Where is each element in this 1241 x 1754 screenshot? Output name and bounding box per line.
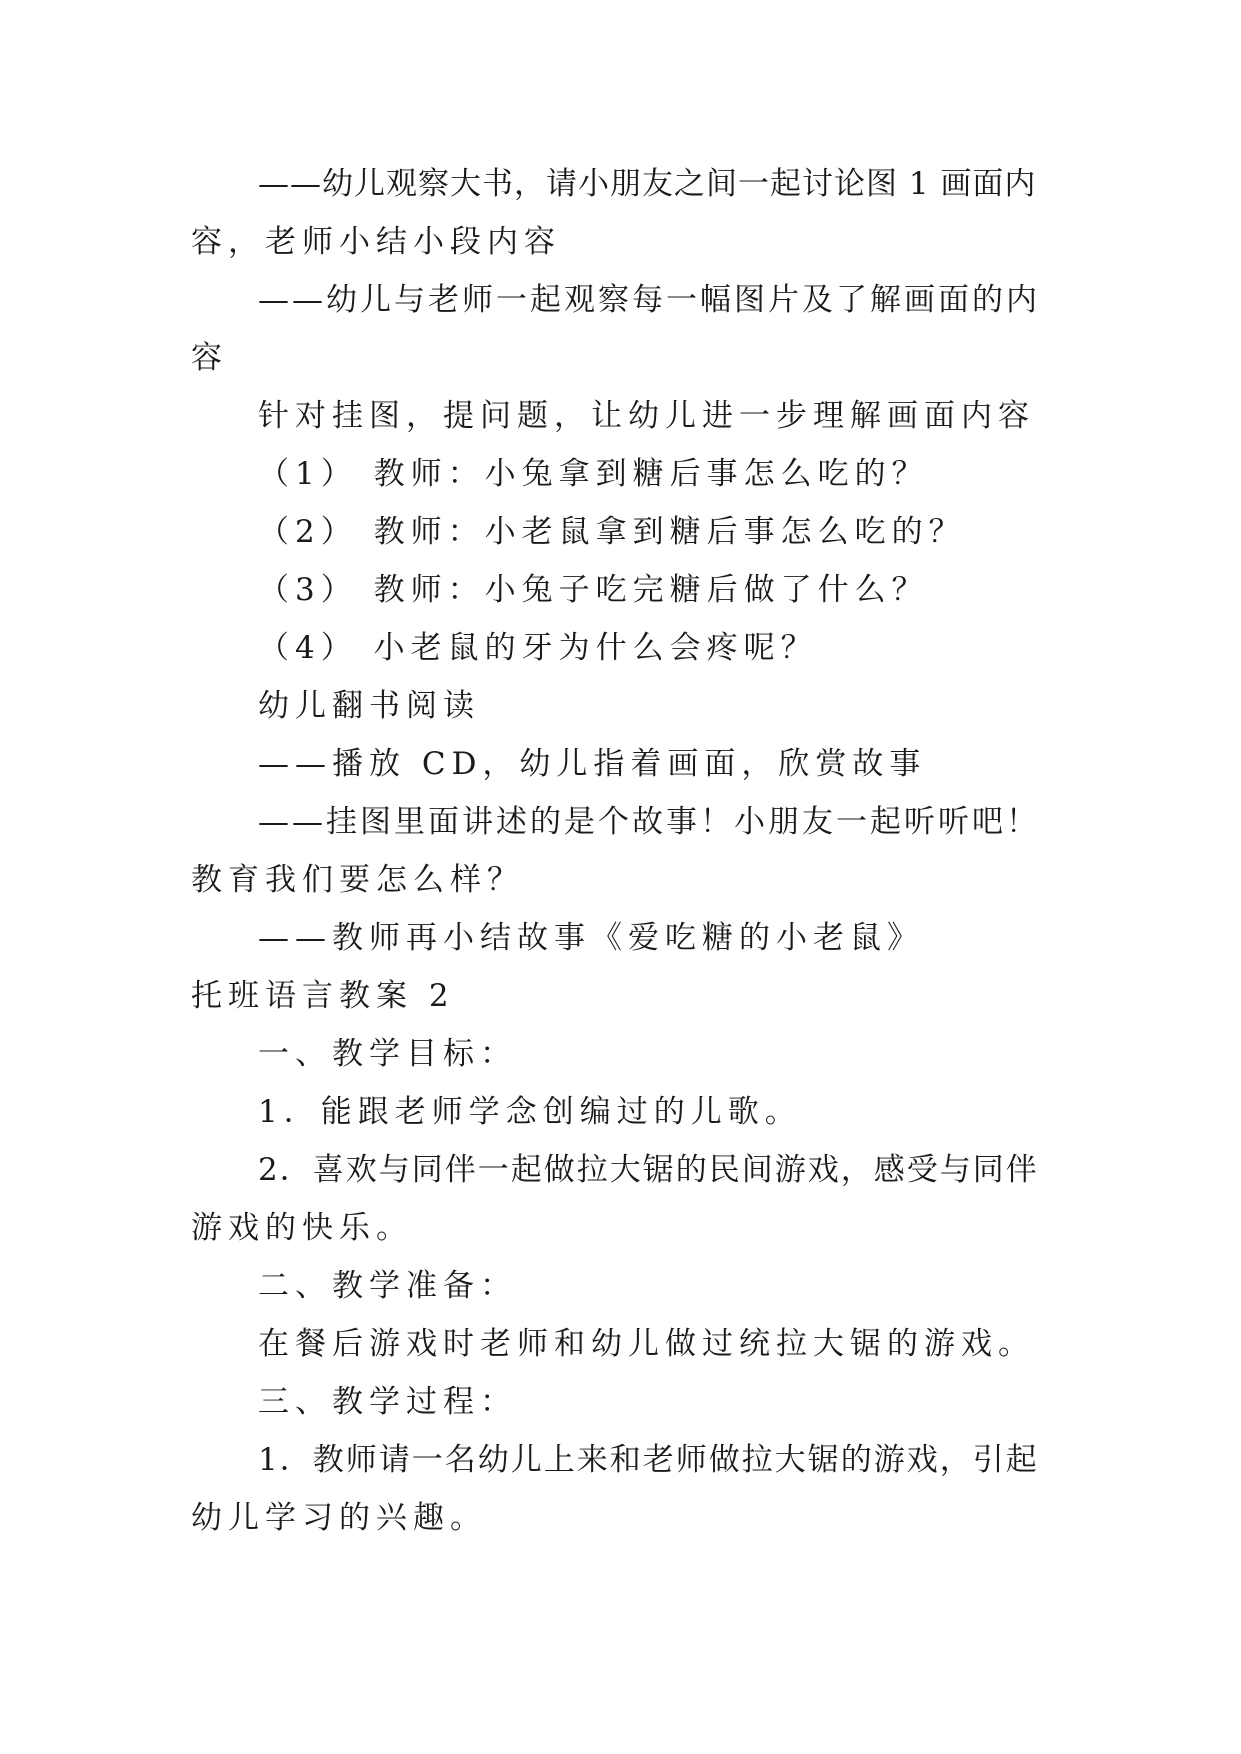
text-line: ——播放 CD，幼儿指着画面，欣赏故事 bbox=[258, 746, 927, 782]
text-line: 幼儿翻书阅读 bbox=[258, 688, 480, 724]
question-item: （2） 教师：小老鼠拿到糖后事怎么吃的？ bbox=[258, 514, 966, 550]
text-line: ——教师再小结故事《爱吃糖的小老鼠》 bbox=[258, 920, 924, 956]
text-line: 1．教师请一名幼儿上来和老师做拉大锯的游戏，引起 bbox=[258, 1442, 1039, 1478]
section-heading: 二、教学准备： bbox=[258, 1268, 517, 1304]
text-line: 容，老师小结小段内容 bbox=[191, 224, 561, 260]
text-line: ——幼儿与老师一起观察每一幅图片及了解画面的内 bbox=[258, 282, 1040, 318]
question-item: （4） 小老鼠的牙为什么会疼呢？ bbox=[258, 630, 818, 666]
text-line: 1．能跟老师学念创编过的儿歌。 bbox=[258, 1094, 802, 1130]
text-line: 在餐后游戏时老师和幼儿做过统拉大锯的游戏。 bbox=[258, 1326, 1035, 1362]
question-item: （3） 教师：小兔子吃完糖后做了什么？ bbox=[258, 572, 929, 608]
text-line: ——幼儿观察大书，请小朋友之间一起讨论图 1 画面内 bbox=[258, 166, 1037, 202]
text-line: 幼儿学习的兴趣。 bbox=[191, 1500, 487, 1536]
text-line: 游戏的快乐。 bbox=[191, 1210, 413, 1246]
section-heading: 一、教学目标： bbox=[258, 1036, 517, 1072]
text-line: 针对挂图，提问题，让幼儿进一步理解画面内容 bbox=[258, 398, 1035, 434]
question-item: （1） 教师：小兔拿到糖后事怎么吃的？ bbox=[258, 456, 929, 492]
text-line: 2．喜欢与同伴一起做拉大锯的民间游戏，感受与同伴 bbox=[258, 1152, 1039, 1188]
text-line: ——挂图里面讲述的是个故事！小朋友一起听听吧！ bbox=[258, 804, 1040, 840]
text-line: 容 bbox=[191, 340, 228, 376]
section-title: 托班语言教案 2 bbox=[191, 978, 455, 1014]
text-line: 教育我们要怎么样？ bbox=[191, 862, 524, 898]
section-heading: 三、教学过程： bbox=[258, 1384, 517, 1420]
